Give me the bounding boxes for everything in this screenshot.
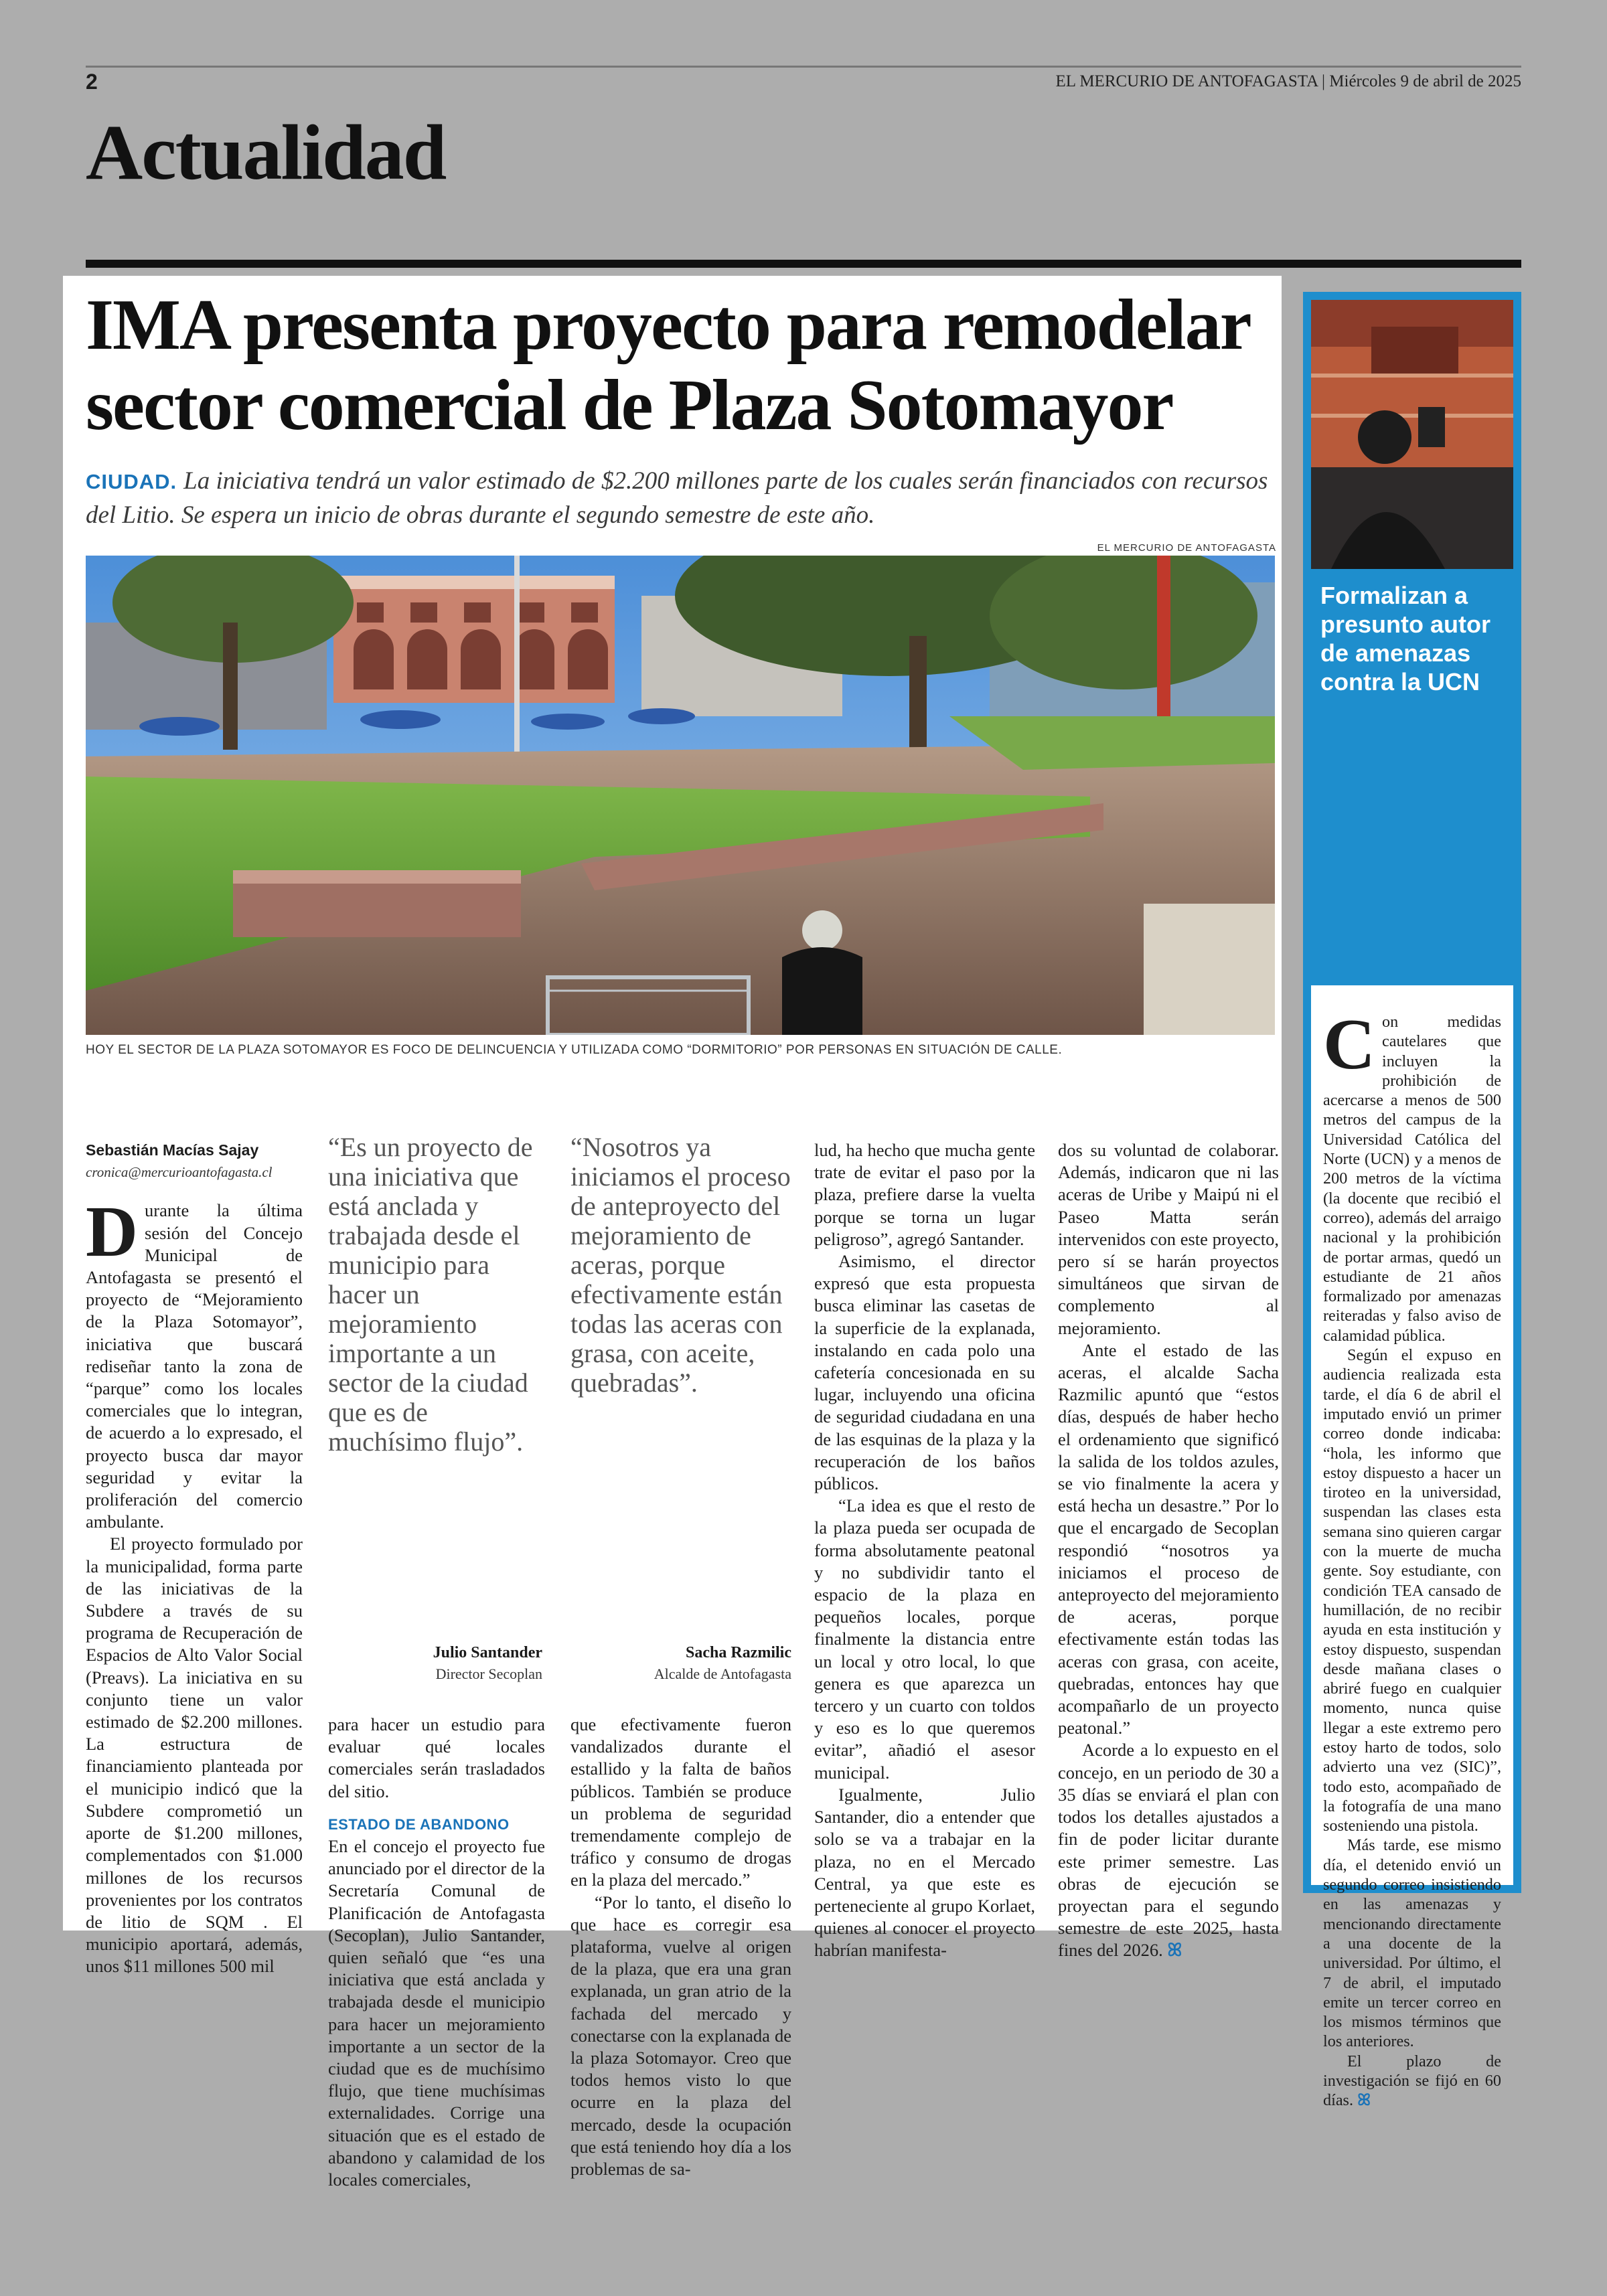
article-lead (86, 465, 1278, 532)
pull-quote-2: “Nosotros ya iniciamos el proceso de anteproyecto del mejoramiento de aceras, porque efectivamente están todas las aceras con grasa, con aceite, quebradas”. (570, 1132, 791, 1398)
quote-1-role: Director Secoplan (435, 1665, 542, 1682)
article-paragraph: “La idea es que el resto de la plaza pueda ser ocupada de forma absolutamente peatonal y no subdividir tanto el espacio de la plaza en pequeños locales, porque finalmente la distancia entre un local y otro local, lo que genera es que aparezca un tercero y un cuarto con toldos y eso es lo que queremos evitar”, añadió el asesor municipal. (814, 1495, 1035, 1783)
sidebar-headline: Formalizan a presunto autor de amenazas contra la UCN (1320, 582, 1491, 695)
article-paragraph: Asimismo, el director expresó que esta propuesta busca eliminar las casetas de la superficie de la explanada, instalando en cada polo una cafetería concesionada en su lugar, incluyendo una oficina de seguridad ciudadana en una de las esquinas de la plaza y la recuperación de los baños públicos. (814, 1251, 1035, 1494)
section-rule (86, 260, 1521, 268)
article-headline: IMA presenta proyecto para remodelar sector comercial de Plaza Sotomayor (86, 285, 1249, 445)
article-column-3 (570, 1714, 791, 2180)
top-rule (86, 66, 1521, 68)
sidebar-drop-cap: C (1323, 1005, 1375, 1084)
quote-2-name: Sacha Razmilic (686, 1644, 791, 1661)
article-paragraph: para hacer un estudio para evaluar qué locales comerciales serán trasladados del sitio. (328, 1714, 545, 1801)
article-paragraph: Igualmente, Julio Santander, dio a entender que solo se va a trabajar en la plaza, no en el Mercado Central, ya que este es perteneciente al grupo Korlaet, quienes al conocer el proyecto habrían manifesta- (814, 1784, 1035, 1961)
article-paragraph: dos su voluntad de colaborar. Además, indicaron que ni las aceras de Uribe y Maipú ni el Paseo Matta serán intervenidos con este proyecto, pero sí se harán proyectos simultáneos que sirvan de complemento al mejoramiento. (1058, 1140, 1279, 1338)
masthead: EL MERCURIO DE ANTOFAGASTA | Miércoles 9 de abril de 2025 (1055, 72, 1521, 90)
article-column-5 (1058, 1139, 1279, 1962)
sidebar-paragraph: Según el expuso en audiencia realizada esta tarde, el día 6 de abril el imputado envió un primer correo donde indicaba: “hola, les informo que estoy dispuesto a hacer un tiroteo en la universidad, suspendan las clases esta semana sino quieren cargar con la muerte de mucha gente. Soy estudiante, con condición TEA cansado de humillación, de no recibir ayuda en esta institución y estoy dispuesto, suspendan desde mañana clases o abriré fuego en cualquier momento, nunca quise llegar a este extremo pero estoy harto de todos, solo advierto una vez (SIC)”, todo esto, acompañado de la fotografía de una mano sosteniendo una pistola. (1323, 1346, 1501, 1835)
byline-name: Sebastián Macías Sajay (86, 1141, 259, 1159)
sidebar-box (1303, 292, 1521, 2110)
article-paragraph: El proyecto formulado por la municipalidad, forma parte de las iniciativas de la Subdere a través de su programa de Recuperación de Espacios de Alto Valor Social (Preavs). La iniciativa en su conjunto tiene un valor estimado de $2.200 millones. La estructura de financiamiento planteada por el municipio indicó que la Subdere comprometió un aporte de $1.200 millones, complementados con $1.000 millones de los recursos provenientes por los contratos de litio de SQM . El municipio aportará, además, unos $11 millones 500 mil (86, 1534, 303, 1977)
drop-cap: D (86, 1192, 138, 1273)
article-paragraph: Ante el estado de las aceras, el alcalde Sacha Razmilic apuntó que “estos días, después de haber hecho el ordenamiento que significó la salida de los toldos azules, se vio finalmente la acera y está hecha un desastre.” Por lo que el encargado de Secoplan respondió “nosotros ya iniciamos el proceso de anteproyecto del mejoramiento de aceras, porque efectivamente están todas las aceras con grasa, con aceite, quebradas, entonces hay que acompañarlo de un proyecto peatonal.” (1058, 1339, 1279, 1738)
article-paragraph: Acorde a lo expuesto en el concejo, en un periodo de 30 a 35 días se enviará el plan con todos los detalles ajustados a fin de poder licitar durante este primer semestre. Las obras de ejecución se proyectan para el segundo semestre de este 2025, hasta fines del 2026. ꕤ (1058, 1740, 1279, 1961)
sidebar-paragraph: Con medidas cautelares que incluyen la prohibición de acercarse a menos de 500 metros del campus de la Universidad Católica del Norte (UCN) y a menos de 200 metros de la víctima (la docente que recibió el correo), además del arraigo nacional y la prohibición de portar armas, quedó un estudiante de 21 años formalizado por amenazas reiteradas y falso aviso de calamidad pública. (1323, 1005, 1501, 1345)
article-paragraph: que efectivamente fueron vandalizados durante el estallido y la falta de baños públicos. También se produce un problema de seguridad tremendamente complejo de tráfico y consumo de drogas en la plaza del mercado.” (570, 1714, 791, 1890)
sidebar-end-mark-icon: ꕤ (1357, 2091, 1371, 2110)
article-column-4 (814, 1139, 1035, 1962)
article-column-2 (328, 1714, 545, 2191)
main-article (63, 276, 1282, 2190)
plaza-photo (86, 556, 1275, 1035)
courtroom-photo (1311, 300, 1513, 569)
photo-caption: HOY EL SECTOR DE LA PLAZA SOTOMAYOR ES FOCO DE DELINCUENCIA Y UTILIZADA COMO “DORMITORIO” POR PERSONAS EN SITUACIÓN DE CALLE. (86, 1043, 1063, 1057)
article-paragraph: lud, ha hecho que mucha gente trate de evitar el paso por la plaza, prefiere darse la vuelta porque se torna un lugar peligroso”, agregó Santander. (814, 1140, 1035, 1249)
sidebar-paragraph: El plazo de investigación se fijó en 60 días. ꕤ (1323, 2052, 1501, 2110)
sidebar-text (1323, 1005, 1501, 2111)
article-paragraph: “Por lo tanto, el diseño lo que hace es corregir esa plataforma, vuelve al origen de la plaza, que era una gran explanada, un gran atrio de la fachada del mercado y conectarse con la explanada de la plaza Sotomayor. Creo que todos hemos visto lo que ocurre en la plaza del mercado, desde la ocupación que está teniendo hoy día a los problemas de sa- (570, 1892, 791, 2180)
lead-kicker: CIUDAD. (86, 470, 177, 493)
sidebar-paragraph: Más tarde, ese mismo día, el detenido envió un segundo correo insistiendo en las amenazas y mencionando directamente a una docente de la universidad. Por último, el 7 de abril, el imputado emite un tercer correo en los mismos términos que los anteriores. (1323, 1836, 1501, 2051)
byline-email: cronica@mercurioantofagasta.cl (86, 1164, 273, 1181)
article-paragraph: Durante la última sesión del Concejo Municipal de Antofagasta se presentó el proyecto de “Mejoramiento de la Plaza Sotomayor”, iniciativa que buscará rediseñar tanto la zona de “parque” como los locales comerciales que lo integran, de acuerdo a lo expresado, el proyecto busca dar mayor seguridad y evitar la proliferación del comercio ambulante. (86, 1192, 303, 1532)
page-number: 2 (86, 70, 98, 94)
end-mark-icon: ꕤ (1167, 1940, 1182, 1961)
quote-2-role: Alcalde de Antofagasta (654, 1665, 791, 1682)
pull-quote-1: “Es un proyecto de una iniciativa que está anclada y trabajada desde el municipio para hacer un mejoramiento importante a un sector de la ciudad que es de muchísimo flujo”. (328, 1132, 533, 1457)
quote-1-name: Julio Santander (433, 1644, 542, 1661)
article-paragraph: En el concejo el proyecto fue anunciado por el director de la Secretaría Comunal de Planificación de Antofagasta (Secoplan), Julio Santander, quien señaló que “es una iniciativa que está anclada y trabajada desde el municipio para hacer un mejoramiento importante a un sector de la ciudad que es de muchísimo flujo, que tiene muchísimas externalidades. Corrige una situación que es el estado de abandono y calamidad de los locales comerciales, (328, 1836, 545, 2190)
section-title: Actualidad (86, 108, 446, 196)
article-column-1 (86, 1139, 303, 1978)
photo-credit: EL MERCURIO DE ANTOFAGASTA (1097, 542, 1276, 554)
lead-text: La iniciativa tendrá un valor estimado de $2.200 millones parte de los cuales serán financiados con recursos del Litio. Se espera un inicio de obras durante el segundo semestre de este año. (86, 467, 1268, 529)
subhead: ESTADO DE ABANDONO (328, 1815, 510, 1833)
